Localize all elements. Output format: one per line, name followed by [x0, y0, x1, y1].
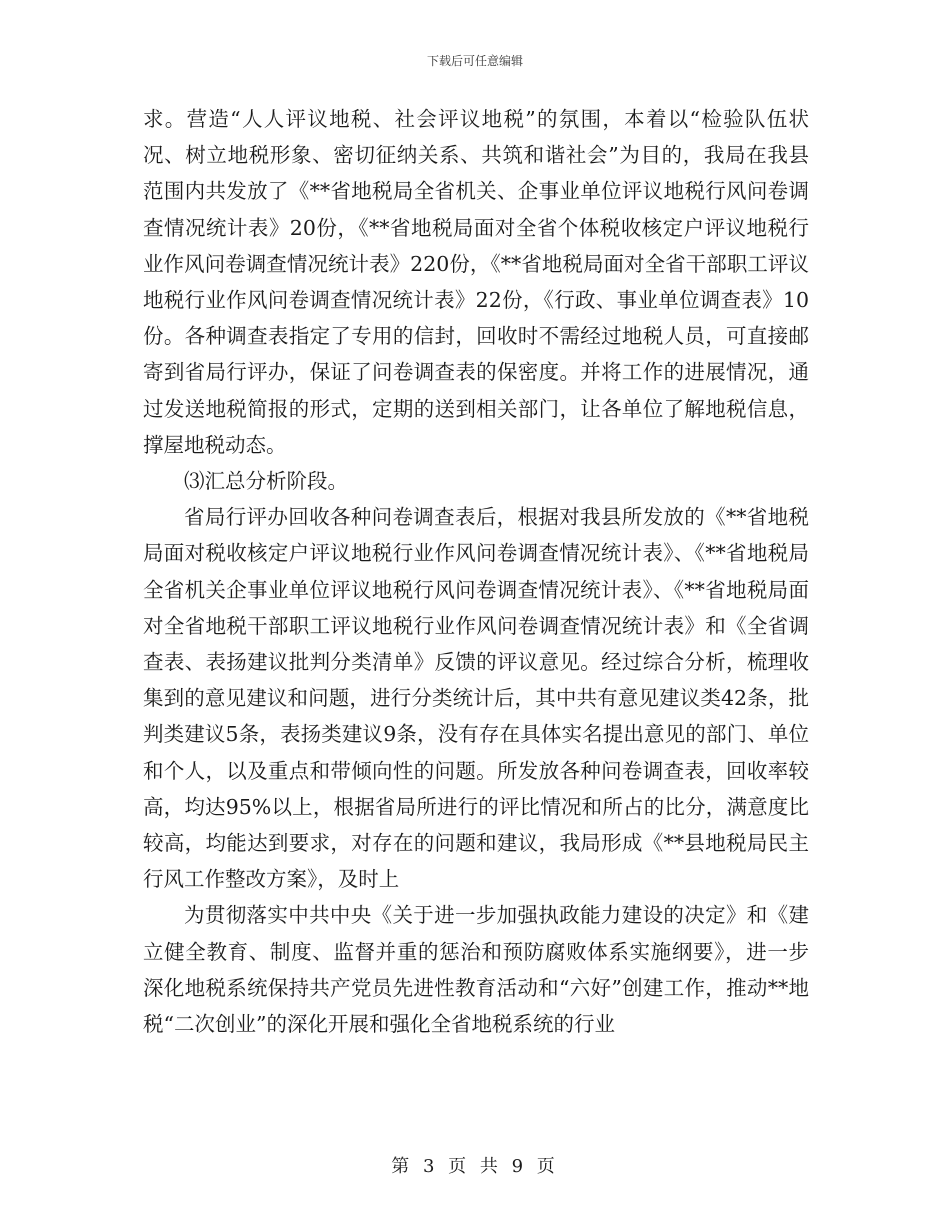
- paragraph-survey-distribution: 求。营造“人人评议地税、社会评议地税”的氛围，本着以“检验队伍状况、树立地税形象、密切征纳关系、共筑和谐社会”为目的，我局在我县范围内共发放了《**省地税局全省机关、企事业单位评议地税行风问卷调查情况统计表》20份，《**省地税局面对全省个体税收核定户评议地税行业作风问卷调查情况统计表》220份，《**省地税局面对全省干部职工评议地税行业作风问卷调查情况统计表》22份，《行政、事业单位调查表》10份。各种调查表指定了专用的信封，回收时不需经过地税人员，可直接邮寄到省局行评办，保证了问卷调查表的保密度。并将工作的进展情况，通过发送地税简报的形式，定期的送到相关部门，让各单位了解地税信息，撑屋地税动态。: [143, 107, 809, 457]
- paragraph-stage-heading: ⑶汇总分析阶段。: [184, 469, 348, 494]
- page-header: 下载后可任意编辑: [426, 54, 523, 68]
- page-number-footer: 第 3 页 共 9 页: [391, 1156, 559, 1177]
- paragraph-implementation: 为贯彻落实中共中央《关于进一步加强执政能力建设的决定》和《建立健全教育、制度、监督并重的惩治和预防腐败体系实施纲要》，进一步深化地税系统保持共产党员先进性教育活动和“六好”创建工作，推动**地税“二次创业”的深化开展和强化全省地税系统的行业: [143, 903, 809, 1037]
- document-body: [143, 101, 809, 1042]
- paragraph-summary-analysis: 省局行评办回收各种问卷调查表后，根据对我县所发放的《**省地税局面对税收核定户评议地税行业作风问卷调查情况统计表》、《**省地税局全省机关企事业单位评议地税行风问卷调查情况统计表》、《**省地税局面对全省地税干部职工评议地税行业作风问卷调查情况统计表》和《全省调查表、表扬建议批判分类清单》反馈的评议意见。经过综合分析，梳理收集到的意见建议和问题，进行分类统计后，其中共有意见建议类42条，批判类建议5条，表扬类建议9条，没有存在具体实名提出意见的部门、单位和个人，以及重点和带倾向性的问题。所发放各种问卷调查表，回收率较高，均达95%以上，根据省局所进行的评比情况和所占的比分，满意度比较高，均能达到要求，对存在的问题和建议，我局形成《**县地税局民主行风工作整改方案》，及时上: [143, 505, 809, 892]
